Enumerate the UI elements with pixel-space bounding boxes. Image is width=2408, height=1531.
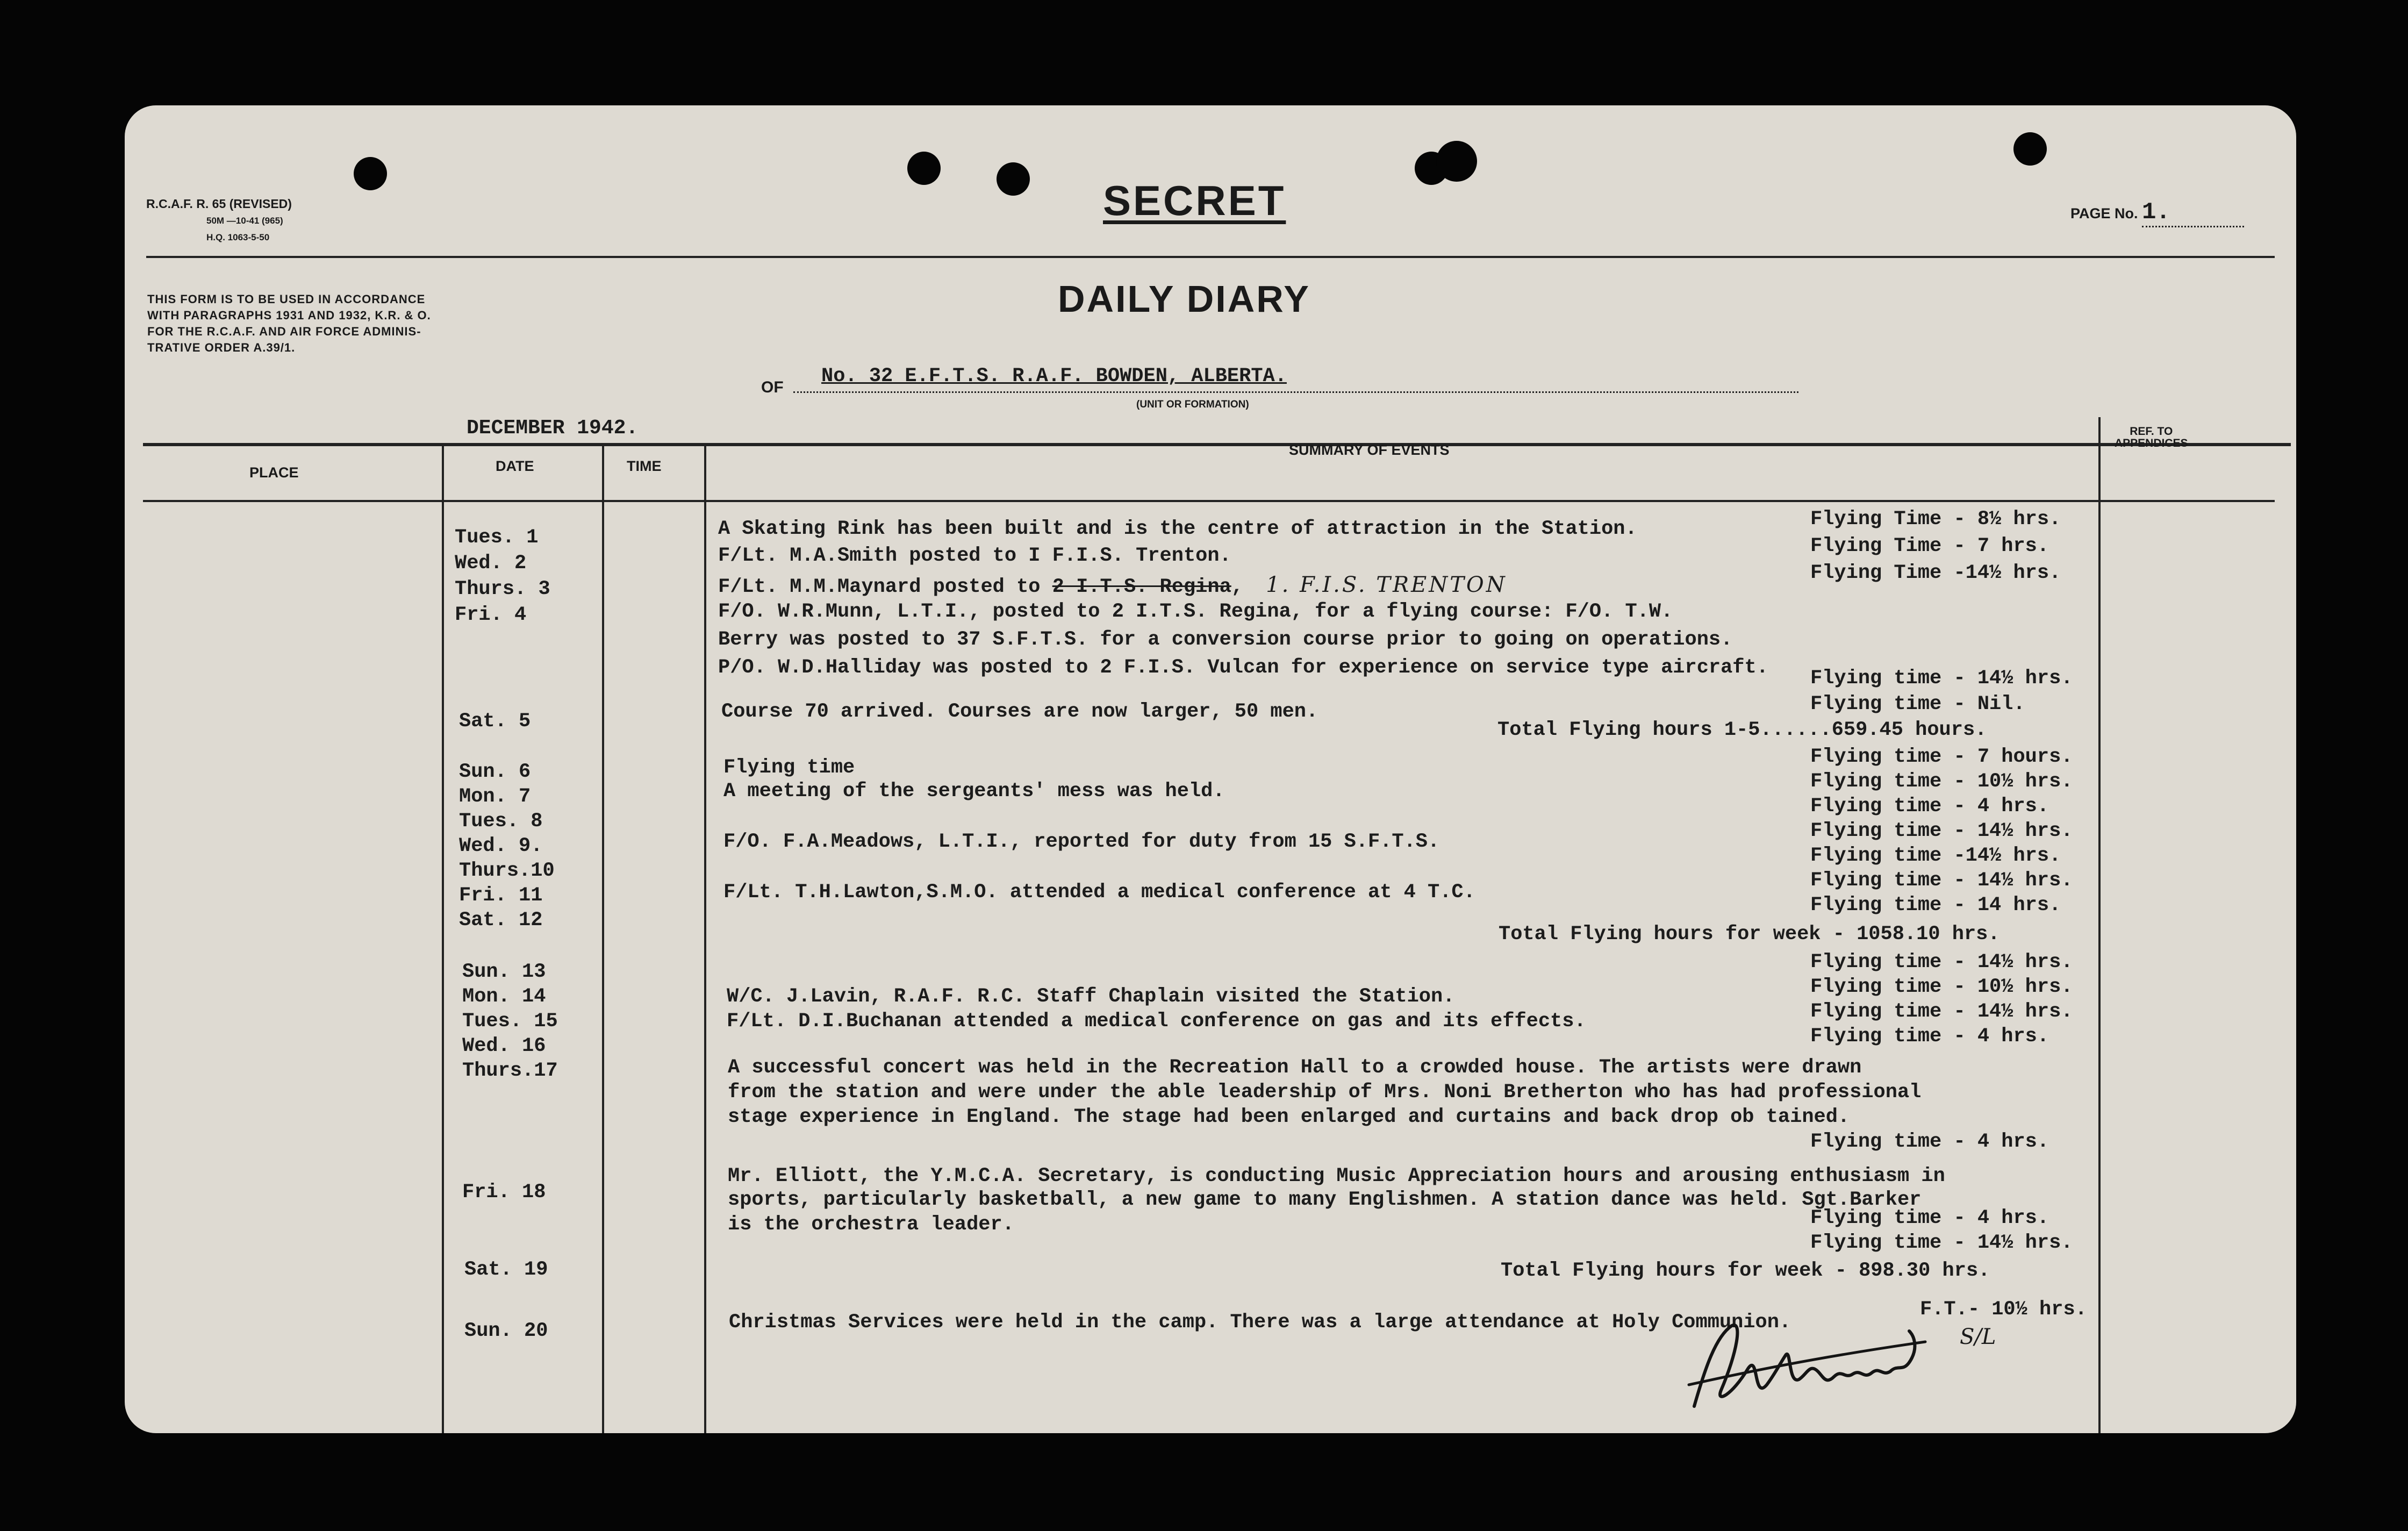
diary-month: DECEMBER 1942. [467, 417, 639, 440]
date-entry: Sun. 13 [462, 961, 546, 983]
date-entry: Mon. 7 [459, 785, 531, 808]
flying-time: Flying time -14½ hrs. [1810, 845, 2061, 867]
date-entry: Wed. 9. [459, 835, 543, 857]
flying-time: F.T.- 10½ hrs. [1920, 1298, 2087, 1321]
summary-line: Berry was posted to 37 S.F.T.S. for a conversion course prior to going on operations. [718, 628, 1733, 651]
summary-line: F/Lt. T.H.Lawton,S.M.O. attended a medical conference at 4 T.C. [723, 881, 1475, 904]
summary-line: F/Lt. M.A.Smith posted to I F.I.S. Trenton. [718, 545, 1231, 567]
date-entry: Wed. 16 [462, 1035, 546, 1057]
total-flying-hours: Total Flying hours 1-5......659.45 hours. [1497, 719, 1987, 741]
column-header-time: TIME [627, 458, 662, 474]
flying-time: Flying time - 4 hrs. [1810, 1131, 2049, 1153]
flying-time: Flying time - 10½ hrs. [1810, 770, 2073, 793]
date-entry: Thurs. 3 [455, 578, 550, 600]
punch-hole [907, 152, 941, 185]
date-entry: Sat. 19 [464, 1258, 548, 1281]
flying-time: Flying time - 4 hrs. [1810, 795, 2049, 818]
diary-card [125, 105, 2296, 1433]
date-entry: Sun. 6 [459, 761, 531, 783]
punch-hole [1436, 141, 1477, 182]
summary-line: Christmas Services were held in the camp. There was a large attendance at Holy Communion. [729, 1311, 1791, 1334]
date-entry: Thurs.10 [459, 860, 555, 882]
flying-time: Flying Time -14½ hrs. [1810, 562, 2061, 584]
date-entry: Fri. 4 [455, 604, 527, 626]
punch-hole [354, 157, 387, 190]
summary-line: F/Lt. D.I.Buchanan attended a medical conference on gas and its effects. [727, 1010, 1586, 1033]
summary-line: F/Lt. M.M.Maynard posted to 2 I.T.S. Regina, 1. F.I.S. TRENTON [718, 573, 1507, 598]
flying-time: Flying time - 14½ hrs. [1810, 820, 2073, 842]
flying-time: Flying time - 4 hrs. [1810, 1025, 2049, 1048]
table-header-rule [143, 500, 2275, 502]
flying-time: Flying time - 10½ hrs. [1810, 976, 2073, 998]
signature-initials: S/L [1960, 1325, 1996, 1349]
punch-hole [2013, 132, 2047, 166]
date-entry: Sun. 20 [464, 1320, 548, 1342]
column-header-place: PLACE [249, 464, 299, 481]
summary-line: from the station and were under the able leadership of Mrs. Noni Bretherton who has had professional [728, 1081, 1922, 1104]
flying-time: Flying time - 4 hrs. [1810, 1207, 2049, 1229]
date-entry: Wed. 2 [455, 552, 527, 575]
time-column-rule [602, 446, 604, 1433]
flying-time: Flying time - 14 hrs. [1810, 894, 2061, 917]
flying-time: Flying Time - 7 hrs. [1810, 535, 2049, 557]
flying-time: Flying time - 7 hours. [1810, 746, 2073, 768]
flying-time: Flying time - 14½ hrs. [1810, 667, 2073, 690]
date-column-rule [442, 446, 444, 1433]
unit-name: No. 32 E.F.T.S. R.A.F. BOWDEN, ALBERTA. [821, 365, 1287, 388]
ref-column-rule [2098, 417, 2101, 1433]
form-code: R.C.A.F. R. 65 (REVISED) 50M —10-41 (965) H.Q. 1063-5-50 [146, 197, 292, 242]
summary-line: W/C. J.Lavin, R.A.F. R.C. Staff Chaplain visited the Station. [727, 985, 1455, 1008]
header-rule [146, 256, 2275, 258]
summary-line: A Skating Rink has been built and is the centre of attraction in the Station. [718, 518, 1637, 540]
summary-line: A meeting of the sergeants' mess was held. [723, 780, 1225, 803]
summary-line: P/O. W.D.Halliday was posted to 2 F.I.S. Vulcan for experience on service type aircraft. [718, 656, 1768, 679]
flying-time: Flying time - 14½ hrs. [1810, 869, 2073, 892]
diary-title: DAILY DIARY [1058, 278, 1310, 320]
summary-line: sports, particularly basketball, a new game to many Englishmen. A station dance was held. Sgt.Barker [728, 1189, 1922, 1211]
date-entry: Tues. 15 [462, 1010, 558, 1033]
flying-time: Flying time - Nil. [1810, 693, 2025, 716]
signature-graphic [1673, 1304, 1952, 1422]
flying-time: Flying Time - 8½ hrs. [1810, 508, 2061, 531]
unit-caption: (UNIT OR FORMATION) [1136, 399, 1249, 410]
punch-hole [997, 162, 1030, 196]
summary-line: F/O. F.A.Meadows, L.T.I., reported for duty from 15 S.F.T.S. [723, 831, 1440, 853]
summary-line: stage experience in England. The stage had been enlarged and curtains and back drop ob tained. [728, 1106, 1850, 1128]
flying-time: Flying time - 14½ hrs. [1810, 1000, 2073, 1023]
summary-line: F/O. W.R.Munn, L.T.I., posted to 2 I.T.S. Regina, for a flying course: F/O. T.W. [718, 600, 1673, 623]
summary-line: Flying time [723, 756, 855, 779]
summary-column-rule [704, 446, 706, 1433]
column-header-date: DATE [496, 458, 534, 474]
flying-time: Flying time - 14½ hrs. [1810, 951, 2073, 974]
date-entry: Tues. 8 [459, 810, 543, 833]
page-number: PAGE No. 1. [2070, 199, 2244, 227]
summary-line: Course 70 arrived. Courses are now larger, 50 men. [721, 700, 1318, 723]
flying-time: Flying time - 14½ hrs. [1810, 1232, 2073, 1254]
date-entry: Sat. 5 [459, 710, 531, 733]
summary-line: is the orchestra leader. [728, 1213, 1014, 1236]
date-entry: Fri. 11 [459, 884, 543, 907]
date-entry: Thurs.17 [462, 1060, 558, 1082]
table-top-rule [143, 443, 2291, 446]
unit-dotted-line [793, 391, 1798, 393]
date-entry: Tues. 1 [455, 526, 539, 549]
total-flying-hours: Total Flying hours for week - 898.30 hrs. [1501, 1260, 1990, 1282]
date-entry: Fri. 18 [462, 1181, 546, 1204]
total-flying-hours: Total Flying hours for week - 1058.10 hrs. [1499, 923, 2000, 946]
summary-line: Mr. Elliott, the Y.M.C.A. Secretary, is conducting Music Appreciation hours and arousing enthusiasm in [728, 1165, 1945, 1187]
column-header-ref: REF. TO APPENDICES [2115, 425, 2188, 449]
form-instructions: THIS FORM IS TO BE USED IN ACCORDANCE WITH PARAGRAPHS 1931 AND 1932, K.R. & O. FOR THE R.C.A.F. AND AIR FORCE ADMINIS- TRATIVE ORDER A.39/1. [147, 292, 431, 354]
summary-line: A successful concert was held in the Recreation Hall to a crowded house. The artists were drawn [728, 1056, 1862, 1079]
of-label: OF [761, 378, 784, 396]
column-header-summary: SUMMARY OF EVENTS [1289, 442, 1450, 458]
date-entry: Mon. 14 [462, 985, 546, 1008]
classification-title: SECRET [1103, 177, 1286, 224]
date-entry: Sat. 12 [459, 909, 543, 932]
